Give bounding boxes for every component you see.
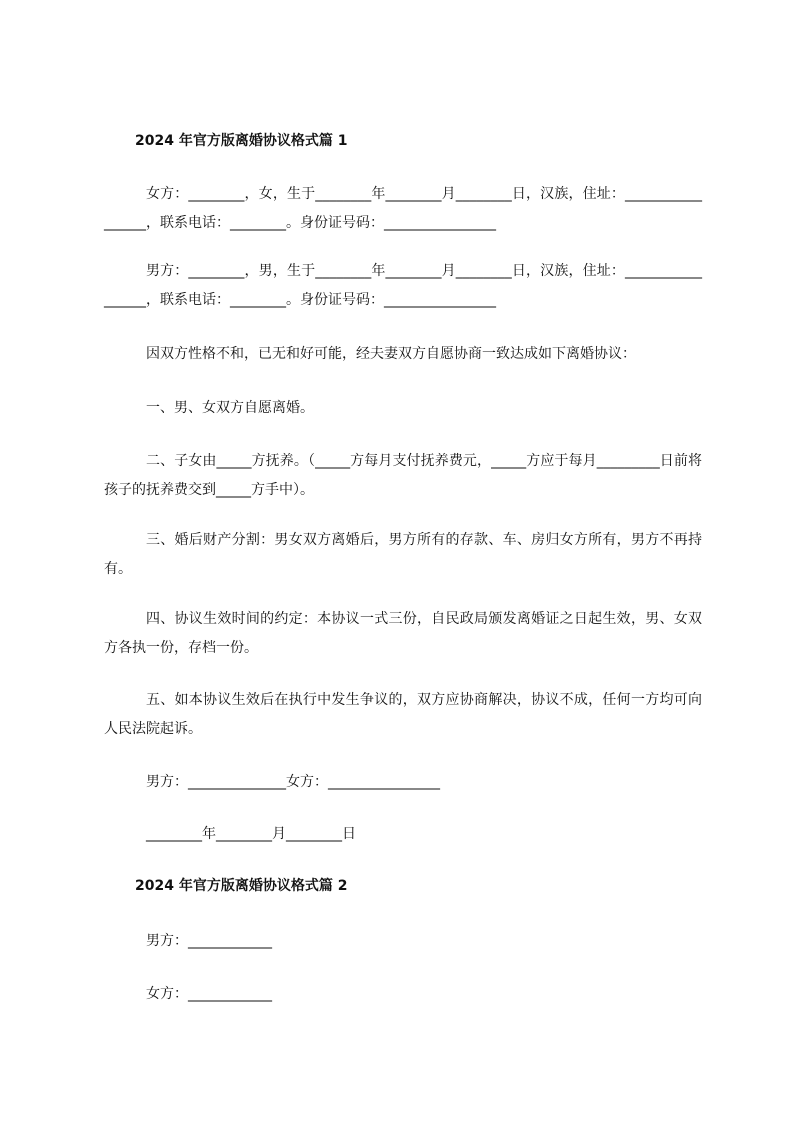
signature-line: 男方：______________女方：________________ — [146, 774, 440, 790]
male-info-paragraph: 男方：________，男，生于________年________月________日，汉族，住址：_________________，联系电话：________。身份证号码：________________ — [104, 263, 702, 308]
section2-title: 2024 年官方版离婚协议格式篇 2 — [135, 878, 348, 894]
clause-3: 三、婚后财产分割：男女双方离婚后，男方所有的存款、车、房归女方所有，男方不再持有。 — [104, 532, 702, 577]
section2-female-line: 女方：____________ — [146, 986, 272, 1002]
preamble-paragraph: 因双方性格不和，已无和好可能，经夫妻双方自愿协商一致达成如下离婚协议： — [146, 346, 636, 362]
clause-4: 四、协议生效时间的约定：本协议一式三份，自民政局颁发离婚证之日起生效，男、女双方各执一份，存档一份。 — [104, 611, 702, 656]
clause-1: 一、男、女双方自愿离婚。 — [146, 400, 314, 416]
clause-5: 五、如本协议生效后在执行中发生争议的，双方应协商解决，协议不成，任何一方均可向人民法院起诉。 — [104, 692, 702, 737]
date-line: ________年________月________日 — [146, 826, 356, 842]
section1-title: 2024 年官方版离婚协议格式篇 1 — [135, 133, 348, 149]
female-info-paragraph: 女方：________，女，生于________年________月________日，汉族，住址：_________________，联系电话：________。身份证号码：________________ — [104, 186, 702, 231]
section2-male-line: 男方：____________ — [146, 933, 272, 949]
clause-2: 二、子女由_____方抚养。（_____方每月支付抚养费元，_____方应于每月_________日前将孩子的抚养费交到_____方手中）。 — [104, 453, 702, 498]
